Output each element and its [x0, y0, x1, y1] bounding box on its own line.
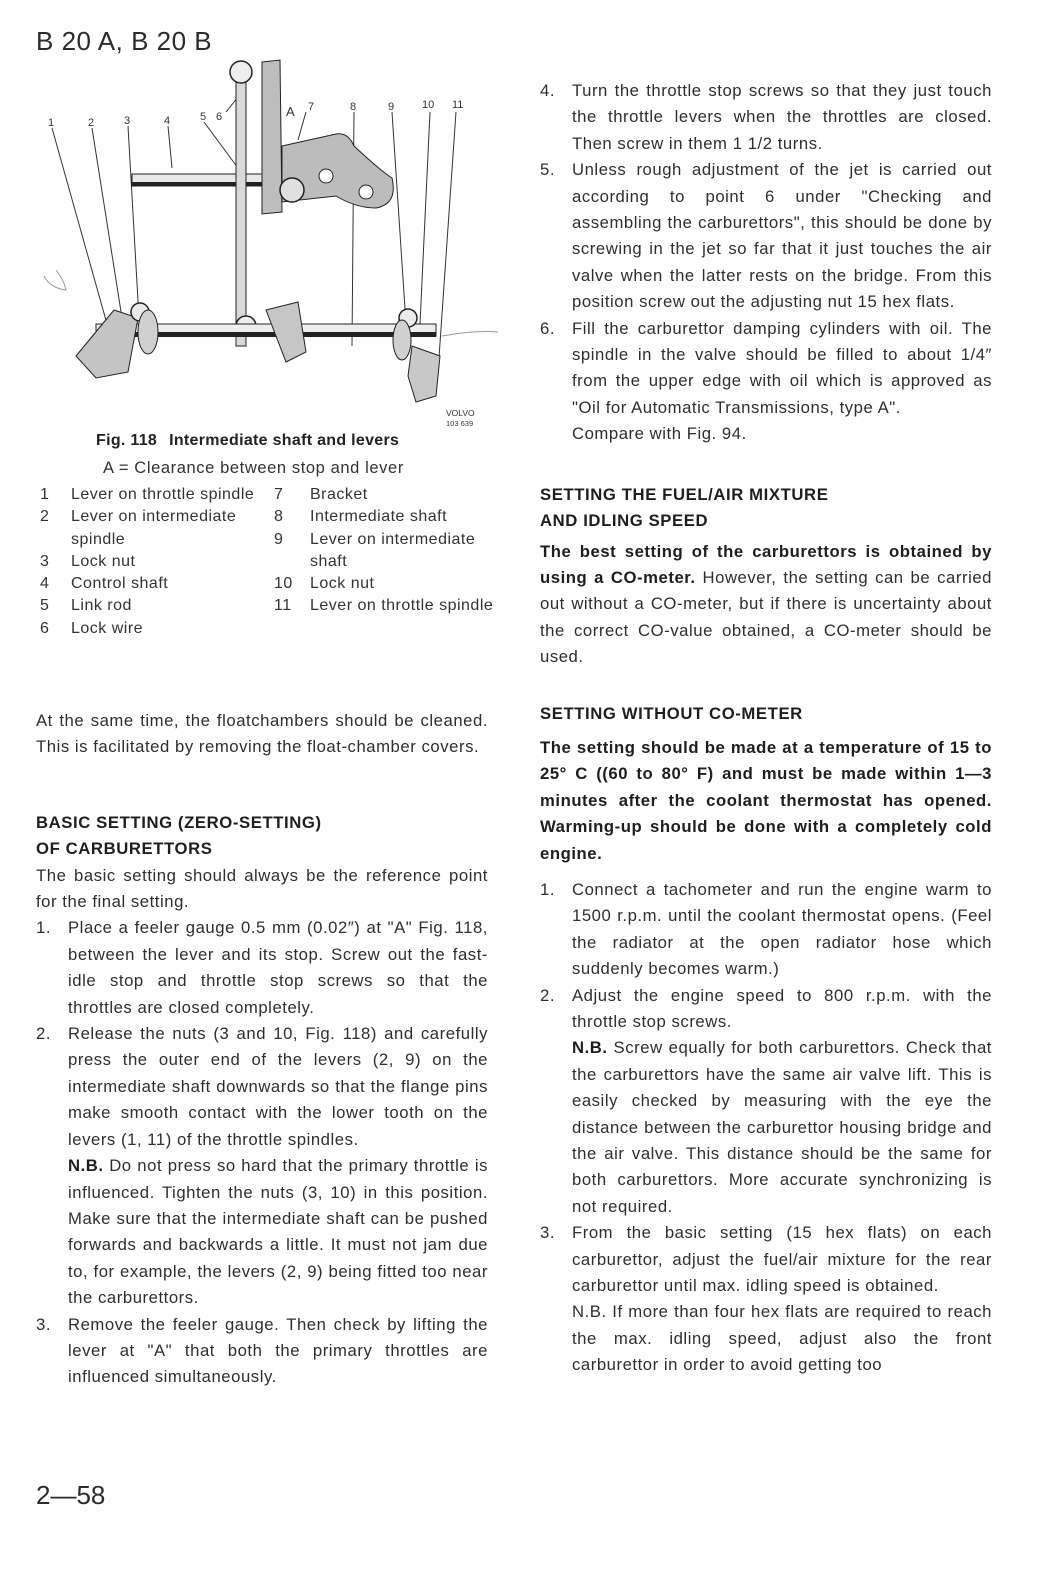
legend-item: 9 Lever on intermediate shaft: [274, 530, 476, 570]
list-item: 2. Release the nuts (3 and 10, Fig. 118) and carefully press the outer end of the levers (2, 9) on the intermediate shaft downwards so that the flange pins make smooth contact with the lower tooth on the levers (1, 11) of the throttle spindles.: [36, 1024, 488, 1149]
legend-item: 5 Link rod: [40, 597, 132, 615]
legend-item: 11 Lever on throttle spindle: [274, 597, 494, 615]
figure-number: Fig. 118: [96, 432, 158, 449]
callout-4: 4: [164, 115, 171, 127]
mixture-heading-line1: SETTING THE FUEL/AIR MIXTURE: [540, 484, 829, 504]
page-header-title: B 20 A, B 20 B: [36, 26, 213, 56]
legend-item: 2 Lever on intermediate spindle: [40, 508, 237, 548]
figure-caption-title: Intermediate shaft and levers: [169, 432, 400, 449]
callout-8: 8: [350, 101, 357, 113]
callout-10: 10: [422, 99, 435, 111]
callout-5: 5: [200, 111, 207, 123]
callout-3: 3: [124, 115, 131, 127]
list-item: 5. Unless rough adjustment of the jet is carried out according to point 6 under "Checking and assembling the carburettors", this should be done by screwing in the jet so far that it just touches the air valve when the latter rests on the bridge. From this position screw out the adjusting nut 15 hex flats.: [540, 160, 992, 312]
legend-item: 3 Lock nut: [40, 552, 136, 570]
floatchamber-paragraph: At the same time, the floatchambers should be cleaned. This is facilitated by removing the float-chamber covers.: [36, 711, 488, 757]
legend-item: 8 Intermediate shaft: [274, 508, 448, 526]
legend-item: 7 Bracket: [274, 486, 368, 503]
list-item: 3. Remove the feeler gauge. Then check by lifting the lever at "A" that both the primary throttles are influenced simultaneously.: [36, 1314, 488, 1387]
figure-legend-right: [274, 484, 504, 618]
list-item: 2. Adjust the engine speed to 800 r.p.m. with the throttle stop screws.: [540, 985, 992, 1031]
legend-item: 4 Control shaft: [40, 575, 169, 593]
without-meter-heading: SETTING WITHOUT CO-METER: [540, 703, 803, 723]
callout-9: 9: [388, 101, 395, 113]
basic-setting-heading-line1: BASIC SETTING (ZERO-SETTING): [36, 812, 322, 832]
note-block: N.B. If more than four hex flats are required to reach the max. idling speed, adjust also the front carburettor in order to avoid getting too: [572, 1302, 992, 1375]
list-item: 1. Connect a tachometer and run the engine warm to 1500 r.p.m. until the coolant thermostat opens. (Feel the radiator at the open radiator hose which suddenly becomes warm.): [540, 879, 992, 979]
basic-setting-heading-line2: OF CARBURETTORS: [36, 839, 213, 859]
figure-legend-left: [40, 484, 270, 640]
mixture-heading-line2: AND IDLING SPEED: [540, 511, 709, 531]
note-block: N.B. Do not press so hard that the primary throttle is influenced. Tighten the nuts (3, 10) in this position. Make sure that the intermediate shaft can be pushed forwards and backwards a little. It must not jam due to, for example, the levers (2, 9) being fitted too near the carburettors.: [68, 1156, 488, 1308]
legend-item: 1 Lever on throttle spindle: [40, 486, 255, 503]
compare-note: Compare with Fig. 94.: [572, 424, 747, 444]
page-number: 2—58: [36, 1480, 106, 1510]
list-item: 6. Fill the carburettor damping cylinders with oil. The spindle in the valve should be filled to about 1/4″ from the upper edge with oil which is approved as "Oil for Automatic Transmissions, type A".: [540, 318, 992, 417]
callout-1: 1: [48, 117, 55, 129]
list-item: 1. Place a feeler gauge 0.5 mm (0.02″) at "A" Fig. 118, between the lever and its stop. Screw out the fast-idle stop and throttle stop screws so that the throttles are closed completely.: [36, 918, 488, 1017]
callout-2: 2: [88, 117, 95, 129]
figure-caption-subtitle: A = Clearance between stop and lever: [103, 459, 404, 477]
figure-caption: [96, 432, 399, 450]
list-item: 3. From the basic setting (15 hex flats) on each carburettor, adjust the fuel/air mixture for the rear carburettor until max. idling speed is obtained.: [540, 1223, 992, 1296]
note-block: N.B. Screw equally for both carburettors. Check that the carburettors have the same air valve lift. This is easily checked by measuring with the eye the distance between the carburettor housing bridge and the air valve. This distance should be the same for both carburettors. More accurate synchronizing is not required.: [572, 1038, 992, 1216]
right-column: [540, 78, 992, 1379]
basic-setting-intro: The basic setting should always be the reference point for the final setting.: [36, 865, 488, 912]
stamp-number: 103 639: [446, 419, 474, 428]
intermediate-shaft-illustration: [36, 56, 506, 432]
legend-item: 10 Lock nut: [274, 575, 375, 593]
volvo-stamp: VOLVO: [446, 408, 475, 418]
mixture-paragraph: The best setting of the carburettors is obtained by using a CO-meter. However, the setting can be carried out without a CO-meter, but if there is uncertainty about the correct CO-value obtained, a CO-meter should be used.: [540, 541, 992, 667]
legend-item: 6 Lock wire: [40, 619, 144, 637]
callout-7: 7: [308, 101, 315, 113]
left-column: [36, 708, 488, 1391]
callout-11: 11: [452, 99, 464, 111]
list-item: 4. Turn the throttle stop screws so that they just touch the throttle levers when the throttles are closed. Then screw in them 1 1/2 turns.: [540, 81, 992, 153]
callout-a: A: [286, 104, 295, 119]
callout-6: 6: [216, 111, 223, 123]
without-meter-intro: The setting should be made at a temperature of 15 to 25° C ((60 to 80° F) and must be made within 1—3 minutes after the coolant thermostat has opened. Warming-up should be done with a completely cold engine.: [540, 737, 992, 863]
